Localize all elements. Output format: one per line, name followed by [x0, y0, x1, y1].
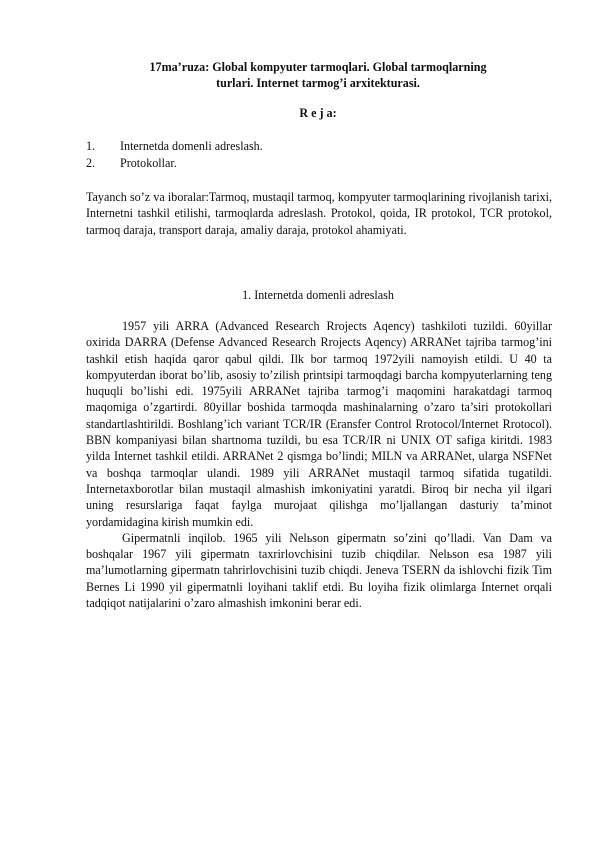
lecture-title-line-1: 17ma’ruza: Global kompyuter tarmoqlari. Global tarmoqlarning — [149, 60, 487, 74]
plan-item — [86, 138, 550, 155]
plan-item — [86, 155, 550, 172]
plan-heading: R e j a: — [299, 106, 337, 120]
body-paragraph: Gipermatnli inqilob. 1965 yili Nelьson gipermatn so’zini qo’lladi. Van Dam va boshqalar 1967 yili gipermatn taxrirlovchisini tuzib chiqdilar. Nelьson esa 1987 yili ma’lumotlarning gipermatn tahrirlovchisini tuzib chiqdi. Jeneva TSERN da ishlovchi fizik Tim Bernes Li 1990 yil gipermatnli loyihani taklif etdi. Bu loyiha fizik olimlarga Internet orqali tadqiqot natijalarini o’zaro almashish imkonini berar edi. — [86, 530, 552, 611]
plan-list — [86, 138, 550, 171]
lecture-title — [86, 59, 550, 91]
plan-item-text: Protokollar. — [120, 155, 177, 170]
body-paragraph: 1957 yili ARRA (Advanced Research Rrojects Aqency) tashkiloti tuzildi. 60yillar oxirida DARRA (Defense Advanced Research Rrojects Aqency) ARRANet tajriba tarmog’ini tashkil etish haqida qaror qabul qildi. Ilk bor tarmoq 1972yili namoyish etildi. U 40 ta kompyuterdan iborat bo’lib, asosiy to’zilish printsipi tarmoqdagi barcha kompyuterlarning teng huquqli bo’lishi edi. 1975yili ARRANet tajriba tarmog’i maqomini harakatdagi tarmoq maqomiga o’zgartirdi. 80yillar boshida tarmoqda mashinalarning o’zaro ta’siri protokollari standartlashtirildi. Boshlang’ich variant TCR/IR (Eransfer Control Rrotocol/Internet Rrotocol). BBN kompaniyasi bilan shartnoma tuzildi, bu esa TCR/IR ni UNIX OT safiga kiritdi. 1983 yilda Internet tashkil etildi. ARRANet 2 qismga bo’lindi; MILN va ARRANet, ularga NSFNet va boshqa tarmoqlar ulandi. 1989 yili ARRANet mustaqil tarmoq sifatida tugatildi. Internetaxborotlar bilan mustaqil almashish imkoniyatini yaratdi. Biroq bir necha yil ilgari uning resurslariga faqat faylga murojaat qilishga mo’ljallangan dasturiy ta’minot yordamidagina kirish mumkin edi. — [86, 319, 552, 529]
plan-item-number: 1. — [86, 139, 96, 153]
lecture-title-line-2: turlari. Internet tarmog’i arxitekturasi. — [216, 76, 420, 90]
keywords-paragraph: Tayanch so’z va iboralar:Tarmoq, mustaqil tarmoq, kompyuter tarmoqlarining rivojlanish tarixi, Internetni tashkil etilishi, tarmoqlarda adreslash. Protokol, qoida, IR protokol, TCR protokol, tarmoq daraja, transport daraja, amaliy daraja, protokol ahamiyati. — [86, 190, 552, 237]
body-text — [86, 318, 552, 611]
plan-item-number: 2. — [86, 155, 96, 170]
section-heading: 1. Internetda domenli adreslash — [242, 288, 394, 302]
plan-item-text: Internetda domenli adreslash. — [120, 139, 263, 153]
